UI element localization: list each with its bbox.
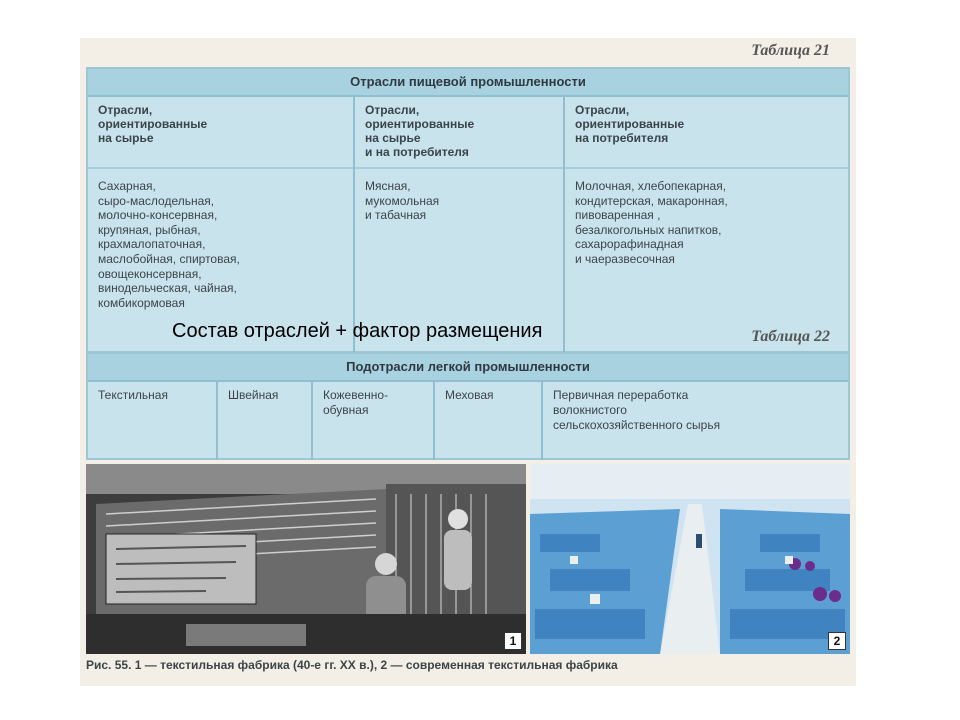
photo-number-badge: 2 xyxy=(828,632,846,650)
light-industry-table xyxy=(86,352,850,460)
light-industry-cell: Первичная переработка волокнистого сельскохозяйственного сырья xyxy=(541,382,848,460)
food-industry-table-title: Отрасли пищевой промышленности xyxy=(88,69,848,97)
column-body: Сахарная, сыро-маслодельная, молочно-консервная, крупяная, рыбная, крахмалопаточная, маслобойная, спиртовая, овощеконсервная, винодельческая, чайная, комбикормовая xyxy=(98,179,240,310)
table-21-caption: Таблица 21 xyxy=(751,42,830,59)
raw-material-column xyxy=(88,97,353,353)
column-heading: Отрасли, ориентированные на потребителя xyxy=(575,103,685,145)
factory-photos xyxy=(86,464,850,654)
textbook-page xyxy=(80,38,856,686)
modern-textile-factory-photo xyxy=(530,464,850,654)
column-heading: Отрасли, ориентированные на сырье и на потребителя xyxy=(365,103,475,159)
column-body: Мясная, мукомольная и табачная xyxy=(365,179,440,223)
light-industry-cell: Текстильная xyxy=(98,388,168,402)
column-heading: Отрасли, ориентированные на сырье xyxy=(98,103,208,145)
slide-title: Состав отраслей + фактор размещения xyxy=(172,320,543,342)
photo-number-badge: 1 xyxy=(504,632,522,650)
light-industry-table-title: Подотрасли легкой промышленности xyxy=(88,354,848,382)
raw-and-consumer-column xyxy=(353,97,563,353)
table-22-caption: Таблица 22 xyxy=(751,328,830,345)
old-textile-factory-photo xyxy=(86,464,526,654)
food-industry-table xyxy=(86,67,850,353)
light-industry-cell: Кожевенно- обувная xyxy=(311,382,433,460)
consumer-column xyxy=(563,97,848,353)
figure-caption: Рис. 55. 1 — текстильная фабрика (40-е гг. XX в.), 2 — современная текстильная фабрика xyxy=(86,658,618,672)
light-industry-cell: Меховая xyxy=(433,382,541,460)
light-industry-cell: Швейная xyxy=(216,382,311,460)
column-body: Молочная, хлебопекарная, кондитерская, макаронная, пивоваренная , безалкогольных напитков, сахарорафинадная и чаеразвесочная xyxy=(575,179,728,266)
